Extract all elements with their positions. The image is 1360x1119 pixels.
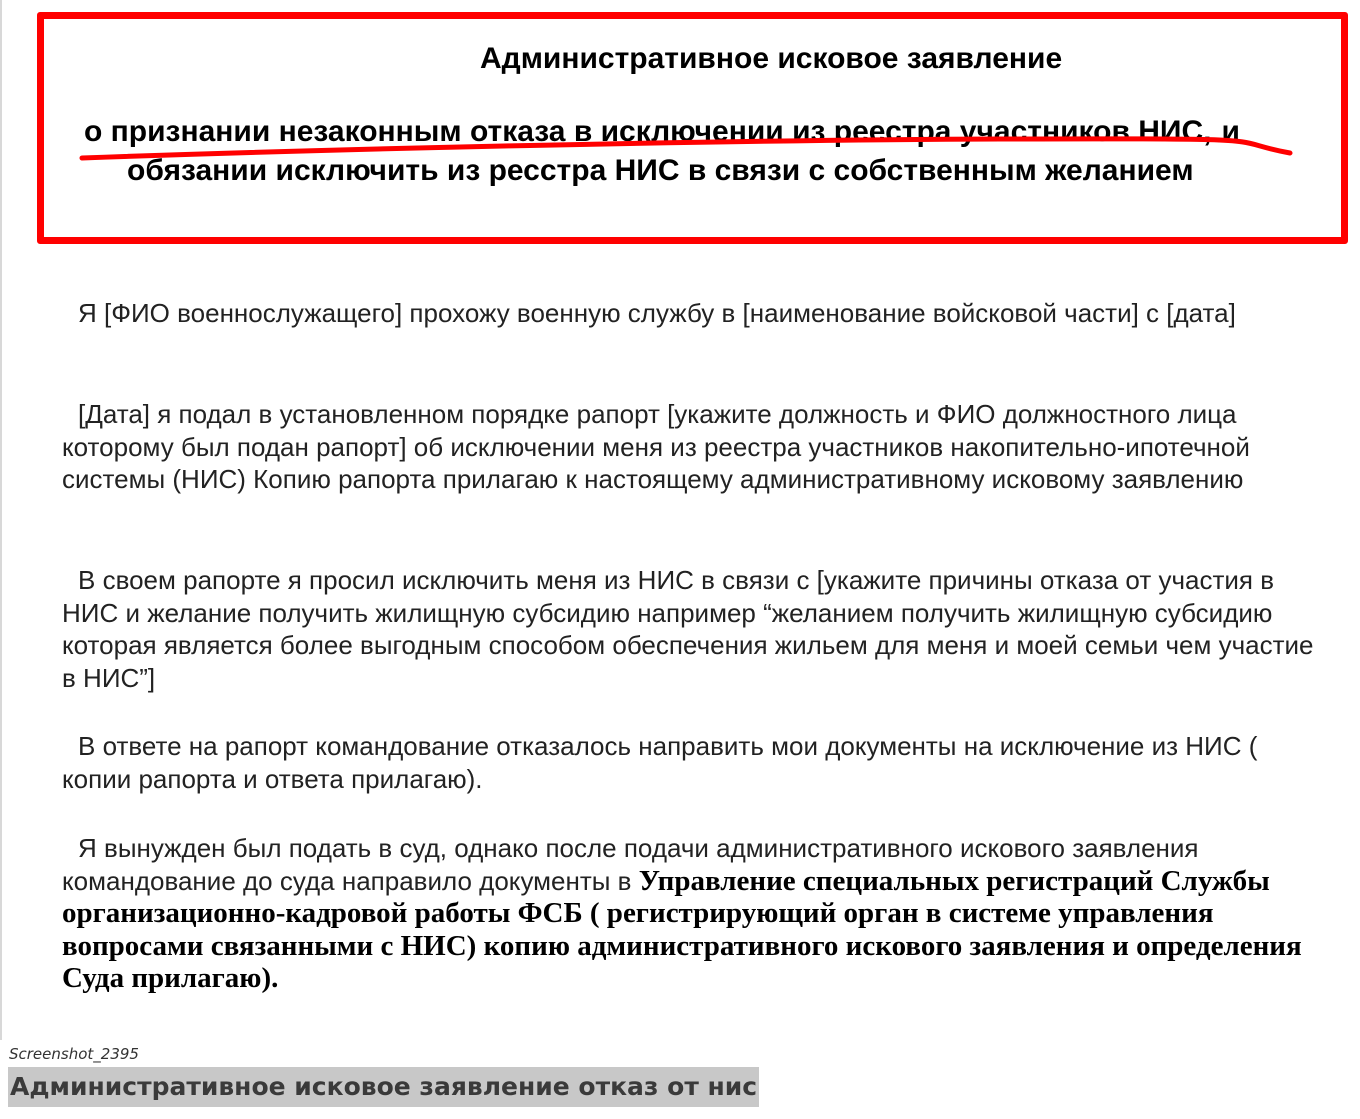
paragraph-refusal: В ответе на рапорт командование отказалось направить мои документы на исключение из НИС ( копии рапорта и ответа прилагаю). (62, 731, 1258, 794)
subtitle-conjunction: и (1221, 115, 1240, 148)
paragraph-court (62, 832, 1322, 995)
document-title: Административное исковое заявление (480, 42, 1063, 75)
red-underline-stroke (0, 0, 1360, 260)
paragraph-reasons: В своем рапорте я просил исключить меня из НИС в связи с [укажите причины отказа от участия в НИС и желание получить жилищную субсидию например “желанием получить жилищную субсидию которая является более выгодным способом обеспечения жильем для меня и моей семьи чем участие в НИС”] (62, 565, 1314, 693)
paragraph-court-text: Я вынужден был подать в суд, однако после подачи административного искового заявления командование до суда направило документы в (62, 833, 1199, 896)
paragraph-court-bold: Управление специальных регистраций Службы организационно-кадровой работы ФСБ ( регистрирующий орган в системе управления вопросами связанными с НИС) копию административного искового заявления и определения Суда прилагаю). (62, 864, 1302, 994)
post-title-link[interactable]: Административное исковое заявление отказ от нис (8, 1067, 759, 1107)
paragraph-service: Я [ФИО военнослужащего] прохожу военную службу в [наименование войсковой части] с [дата] (78, 298, 1236, 328)
underlined-subtitle-text: о признании незаконным отказа в исключении из реестра участников НИС, (84, 115, 1212, 148)
image-caption: Screenshot_2395 (9, 1045, 139, 1063)
document-subtitle-line-2: обязании исключить из ресстра НИС в связи с собственным желанием (127, 154, 1194, 187)
paragraph-report: [Дата] я подал в установленном порядке рапорт [укажите должность и ФИО должностного лица которому был подан рапорт] об исключении меня из реестра участников накопительно-ипотечной системы (НИС) Копию рапорта прилагаю к настоящему административному исковому заявлению (62, 399, 1250, 494)
